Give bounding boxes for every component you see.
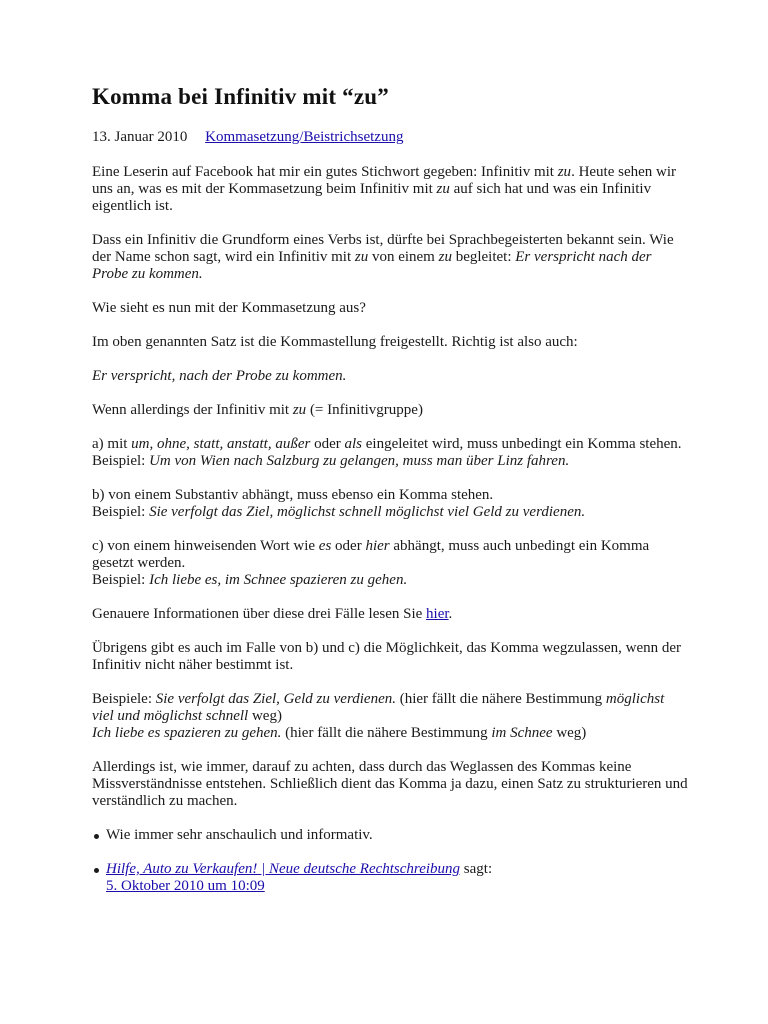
text: weg)	[248, 708, 282, 724]
italic-term: zu	[292, 402, 307, 418]
text: oder	[331, 538, 366, 554]
italic-term: zu	[436, 181, 450, 197]
post-date: 13. Januar 2010	[92, 129, 188, 145]
text: Beispiel:	[92, 572, 150, 588]
example-sentence: Ich liebe es, im Schnee spazieren zu gehen.	[149, 572, 408, 588]
paragraph-intro	[92, 164, 688, 215]
paragraph-exception: Übrigens gibt es auch im Falle von b) und c) die Möglichkeit, das Komma wegzulassen, wenn der Infinitiv nicht näher bestimmt ist.	[92, 640, 682, 673]
text: a) mit	[92, 436, 132, 452]
example-sentence: Um von Wien nach Salzburg zu gelangen, muss man über Linz fahren.	[149, 453, 570, 469]
page-title: Komma bei Infinitiv mit “zu”	[92, 84, 389, 109]
text: Beispiel:	[92, 504, 150, 520]
comment-item	[92, 827, 688, 844]
text: c) von einem hinweisenden Wort wie	[92, 538, 319, 554]
text: b) von einem Substantiv abhängt, muss ebenso ein Komma stehen.	[92, 487, 494, 503]
paragraph-optional-comma: Im oben genannten Satz ist die Kommastellung freigestellt. Richtig ist also auch:	[92, 334, 578, 350]
paragraph-examples	[92, 691, 688, 742]
comment-item	[92, 861, 688, 895]
text: abhängt, muss auch unbedingt ein Komma gesetzt werden.	[92, 538, 650, 571]
text: oder	[310, 436, 345, 452]
comment-list	[92, 827, 688, 895]
more-info-link[interactable]: hier	[426, 606, 449, 622]
comment-says: sagt:	[460, 861, 493, 877]
italic-term: zu	[557, 164, 572, 180]
italic-term: um, ohne, statt, anstatt, außer	[131, 436, 311, 452]
text: Wenn allerdings der Infinitiv mit	[92, 402, 293, 418]
text: Eine Leserin auf Facebook hat mir ein gutes Stichwort gegeben: Infinitiv mit	[92, 164, 558, 180]
article	[92, 83, 688, 912]
text: (hier fällt die nähere Bestimmung	[281, 725, 492, 741]
italic-term: zu	[354, 249, 369, 265]
text: Dass ein Infinitiv die Grundform eines Verbs ist, dürfte bei Sprachbegeisterten bekannt sein. Wie der Name schon sagt, wird ein Infinitiv mit	[92, 232, 674, 265]
paragraph-more-info	[92, 606, 688, 623]
rule-c	[92, 538, 688, 589]
paragraph-definition	[92, 232, 688, 283]
text: .	[448, 606, 453, 622]
comment-author-link[interactable]	[106, 861, 460, 877]
example-sentence: Er verspricht nach der Probe zu kommen.	[92, 249, 652, 282]
text: Genauere Informationen über diese drei Fälle lesen Sie	[92, 606, 427, 622]
text: weg)	[552, 725, 587, 741]
comment-author: Hilfe, Auto zu Verkaufen! | Neue deutsche Rechtschreibung	[106, 861, 461, 877]
paragraph-question: Wie sieht es nun mit der Kommasetzung aus?	[92, 300, 366, 316]
text: Beispiel:	[92, 453, 150, 469]
italic-term: als	[344, 436, 362, 452]
paragraph-condition	[92, 402, 688, 419]
example-sentence: Er verspricht, nach der Probe zu kommen.	[92, 368, 347, 384]
italic-term: möglichst viel und möglichst schnell	[92, 691, 665, 724]
italic-term: zu	[438, 249, 452, 265]
post-meta	[92, 129, 688, 146]
italic-term: es	[318, 538, 332, 554]
rule-b	[92, 487, 688, 521]
text: begleitet:	[451, 249, 516, 265]
category-link[interactable]: Kommasetzung/Beistrichsetzung	[205, 129, 404, 145]
comment-date-link[interactable]: 5. Oktober 2010 um 10:09	[106, 878, 265, 894]
comment-text: Wie immer sehr anschaulich und informativ.	[106, 827, 373, 843]
example-sentence: Sie verfolgt das Ziel, Geld zu verdienen.	[155, 691, 396, 707]
paragraph-example	[92, 368, 688, 385]
text: eingeleitet wird, muss unbedingt ein Komma stehen.	[362, 436, 682, 452]
text: von einem	[368, 249, 439, 265]
text: (hier fällt die nähere Bestimmung	[395, 691, 606, 707]
italic-term: hier	[365, 538, 390, 554]
example-sentence: Ich liebe es spazieren zu gehen.	[92, 725, 282, 741]
example-sentence: Sie verfolgt das Ziel, möglichst schnell möglichst viel Geld zu verdienen.	[149, 504, 586, 520]
text: auf sich hat und was ein Infinitiv eigentlich ist.	[92, 181, 652, 214]
paragraph-conclusion: Allerdings ist, wie immer, darauf zu achten, dass durch das Weglassen des Kommas keine Missverständnisse entstehen. Schließlich dient das Komma ja dazu, einen Satz zu strukturieren und verständlich zu machen.	[92, 759, 688, 809]
italic-term: im Schnee	[491, 725, 553, 741]
text: . Heute sehen wir uns an, was es mit der Kommasetzung beim Infinitiv mit	[92, 164, 677, 197]
text: (= Infinitivgruppe)	[306, 402, 423, 418]
rule-a	[92, 436, 688, 470]
text: Beispiele:	[92, 691, 156, 707]
